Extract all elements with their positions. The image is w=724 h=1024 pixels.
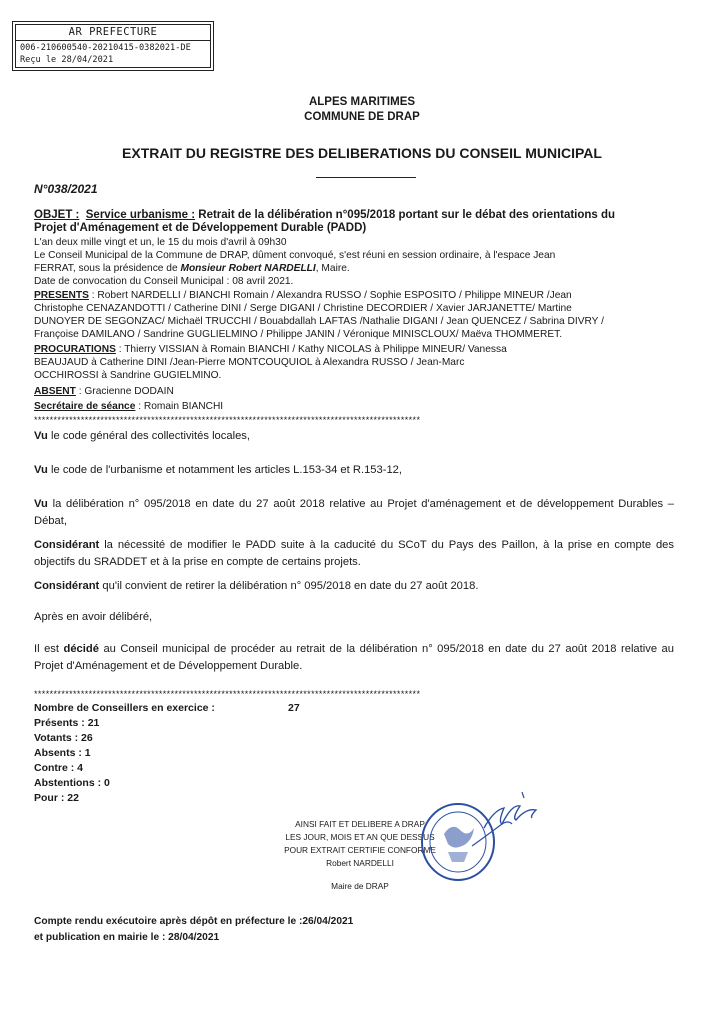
separator-stars-bottom: *************************************************************************************************** (34, 690, 421, 699)
stamp-title: AR PREFECTURE (68, 26, 158, 38)
decision-pre: Il est (34, 643, 64, 655)
procurations-line-1 (34, 344, 507, 357)
stamp-received-date: Reçu le 28/04/2021 (20, 55, 114, 65)
signature-name: Robert NARDELLI (326, 858, 394, 868)
session-presidency (34, 263, 350, 276)
deliberation-number: N°038/2021 (34, 182, 98, 196)
signature-line-2: LES JOUR, MOIS ET AN QUE DESSUS (285, 832, 435, 842)
commune-heading: COMMUNE DE DRAP (304, 111, 420, 123)
absent-line (34, 386, 174, 399)
decision (34, 641, 674, 675)
vu-1-lead: Vu (34, 430, 48, 442)
procurations-label: PROCURATIONS (34, 344, 116, 355)
objet-label: OBJET : (34, 209, 80, 221)
stamp-frame (15, 24, 211, 68)
objet-line-1 (34, 209, 674, 222)
procurations-line-2: BEAUJAUD à Catherine DINI /Jean-Pierre MONTCOUQUIOL à Alexandra RUSSO / Jean-Marc (34, 357, 465, 368)
vu-3-text: la délibération n° 095/2018 en date du 27 août 2018 relative au Projet d'aménagement et de développement Durables – Débat, (34, 498, 674, 527)
votes-presents: Présents : 21 (34, 717, 100, 729)
vu-3-lead: Vu (34, 498, 48, 510)
apres-deliberation: Après en avoir délibéré, (34, 611, 153, 623)
title-divider (316, 177, 416, 178)
session-convocation: Le Conseil Municipal de la Commune de DRAP, dûment convoqué, s'est réuni en session ordinaire, à l'espace Jean (34, 250, 556, 261)
register-title: EXTRAIT DU REGISTRE DES DELIBERATIONS DU CONSEIL MUNICIPAL (122, 145, 602, 161)
stamp-reference: 006-210600540-20210415-0382021-DE (20, 43, 191, 53)
votes-votants: Votants : 26 (34, 732, 93, 744)
votes-abstentions: Abstentions : 0 (34, 777, 110, 789)
secretaire-line (34, 401, 223, 414)
vu-1-text: le code général des collectivités locales, (47, 430, 250, 442)
secretaire-value: : Romain BIANCHI (135, 401, 224, 412)
considerant-1-text: la nécessité de modifier le PADD suite à la caducité du SCoT du Pays des Paillon, à la prise en compte des objectifs du SRADDET et à la prise en compte de certains projets. (34, 539, 674, 568)
presents-text-1: : Robert NARDELLI / BIANCHI Romain / Alexandra RUSSO / Sophie ESPOSITO / Philippe MINEUR /Jean (88, 290, 572, 301)
objet-text-2: Projet d'Aménagement et de Développement Durable (PADD) (34, 222, 367, 234)
objet-service: Service urbanisme : (85, 209, 196, 221)
secretaire-label: Secrétaire de séance (34, 401, 136, 412)
procurations-text-1: : Thierry VISSIAN à Romain BIANCHI / Kathy NICOLAS à Philippe MINEUR/ Vanessa (115, 344, 507, 355)
stamp-divider (16, 40, 210, 41)
decision-text: au Conseil municipal de procéder au retrait de la délibération n° 095/2018 en date du 27 août 2018 relative au Projet d'Aménagement et de Développement Durable. (34, 643, 674, 672)
considerant-2-lead: Considérant (34, 580, 100, 592)
votes-pour: Pour : 22 (34, 792, 79, 804)
department-heading: ALPES MARITIMES (308, 96, 416, 108)
votes-contre: Contre : 4 (34, 762, 84, 774)
absent-label: ABSENT (34, 386, 76, 397)
presents-line-3: DUNOYER DE SEGONZAC/ Michaël TRUCCHI / Bouabdallah LAFTAS /Nathalie DIGANI / Jean QUENCEZ / Sabrina DIVRY / (34, 316, 604, 327)
vu-3 (34, 496, 674, 530)
exercice-value: 27 (288, 702, 300, 714)
vu-2-text: le code de l'urbanisme et notamment les articles L.153-34 et R.153-12, (47, 464, 403, 476)
signature-title: Maire de DRAP (331, 881, 389, 891)
prefecture-stamp (12, 21, 214, 71)
decision-lead: décidé (63, 643, 99, 655)
absent-value: : Gracienne DODAIN (75, 386, 174, 397)
exercice-label: Nombre de Conseillers en exercice : (34, 702, 215, 714)
vu-2-lead: Vu (34, 464, 48, 476)
considerant-2 (34, 578, 674, 595)
considerant-2-text: qu'il convient de retirer la délibération n° 095/2018 en date du 27 août 2018. (99, 580, 479, 592)
votes-absents: Absents : 1 (34, 747, 91, 759)
presents-label: PRESENTS (34, 290, 89, 301)
objet-text-1: Retrait de la délibération n°095/2018 portant sur le débat des orientations du (198, 209, 616, 221)
president-name: Monsieur Robert NARDELLI (180, 263, 316, 274)
footer-publication: et publication en mairie le : 28/04/2021 (34, 932, 220, 943)
presents-line-4: Françoise DAMILANO / Sandrine GUGLIELMINO / Philippe JANIN / Véronique MINISCLOUX/ Maëva THOMMERET. (34, 329, 563, 340)
considerant-1 (34, 537, 674, 571)
separator-stars-top: *************************************************************************************************** (34, 416, 421, 425)
footer-executoire: Compte rendu exécutoire après dépôt en préfecture le :26/04/2021 (34, 916, 354, 927)
vu-1 (34, 428, 674, 445)
presidency-text: FERRAT, sous la présidence de (34, 263, 181, 274)
mayor-seal-icon (410, 786, 560, 896)
objet-block (34, 209, 674, 235)
session-date: L'an deux mille vingt et un, le 15 du mois d'avril à 09h30 (34, 237, 287, 248)
vu-2 (34, 462, 674, 479)
signature-line-3: POUR EXTRAIT CERTIFIE CONFORME (284, 845, 436, 855)
procurations-line-3: OCCHIROSSI à Sandrine GUGIELMINO. (34, 370, 222, 381)
presents-line-1 (34, 290, 572, 303)
considerant-1-lead: Considérant (34, 539, 100, 551)
convocation-date: Date de convocation du Conseil Municipal : 08 avril 2021. (34, 276, 294, 287)
signature-line-1: AINSI FAIT ET DELIBERE A DRAP (295, 819, 425, 829)
presidency-suffix: , Maire. (315, 263, 350, 274)
presents-line-2: Christophe CENAZANDOTTI / Catherine DINI / Serge DIGANI / Christine DECORDIER / Xavier JARJANETTE/ Martine (34, 303, 572, 314)
